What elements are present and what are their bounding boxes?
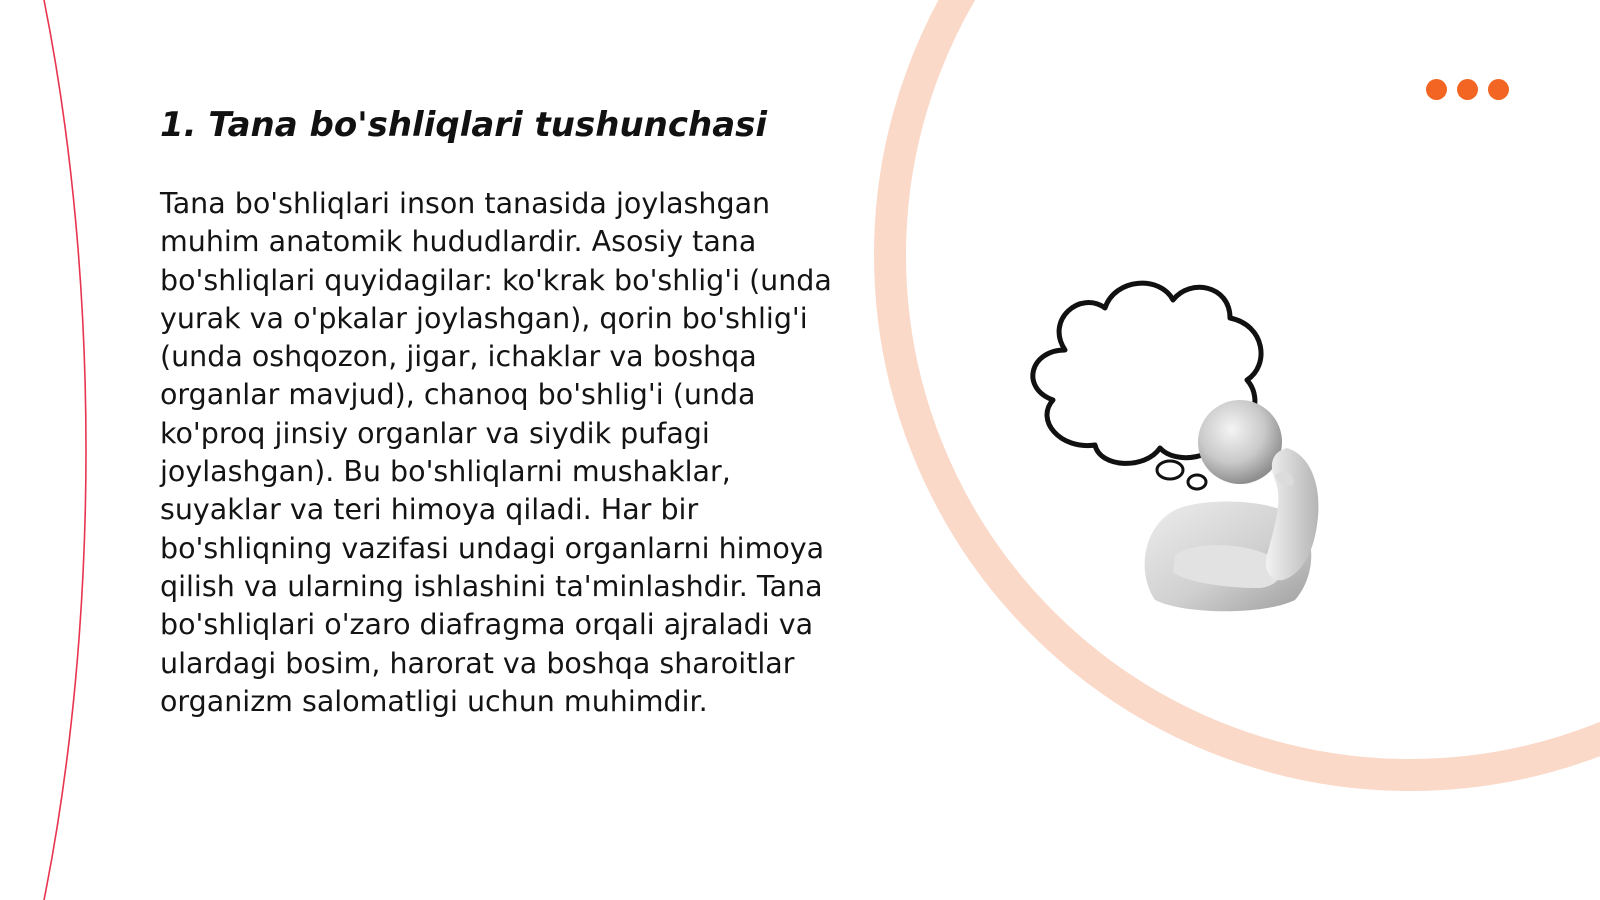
dot: [1457, 79, 1478, 100]
dot: [1426, 79, 1447, 100]
slide-body-text: Tana bo'shliqlari inson tanasida joylashgan muhim anatomik hududlardir. Asosiy tana bo'shliqlari quyidagilar: ko'krak bo'shlig'i (unda yurak va o'pkalar joylashgan), qorin bo'shlig'i (unda oshqozon, jigar, ichaklar va boshqa organlar mavjud), chanoq bo'shlig'i (unda ko'proq jinsiy organlar va siydik pufagi joylashgan). Bu bo'shliqlarni mushaklar, suyaklar va teri himoya qiladi. Har bir bo'shliqning vazifasi undagi organlarni himoya qilish va ularning ishlashini ta'minlashdir. Tana bo'shliqlari o'zaro diafragma orqali ajraladi va ulardagi bosim, harorat va boshqa sharoitlar organizm salomatligi uchun muhimdir.: [160, 187, 832, 718]
dot: [1488, 79, 1509, 100]
dots-decoration: [1426, 79, 1516, 101]
thinking-person-icon: [1025, 270, 1365, 620]
slide-title: 1. Tana bo'shliqlari tushunchasi: [160, 105, 768, 145]
left-red-curve: [44, 0, 86, 900]
